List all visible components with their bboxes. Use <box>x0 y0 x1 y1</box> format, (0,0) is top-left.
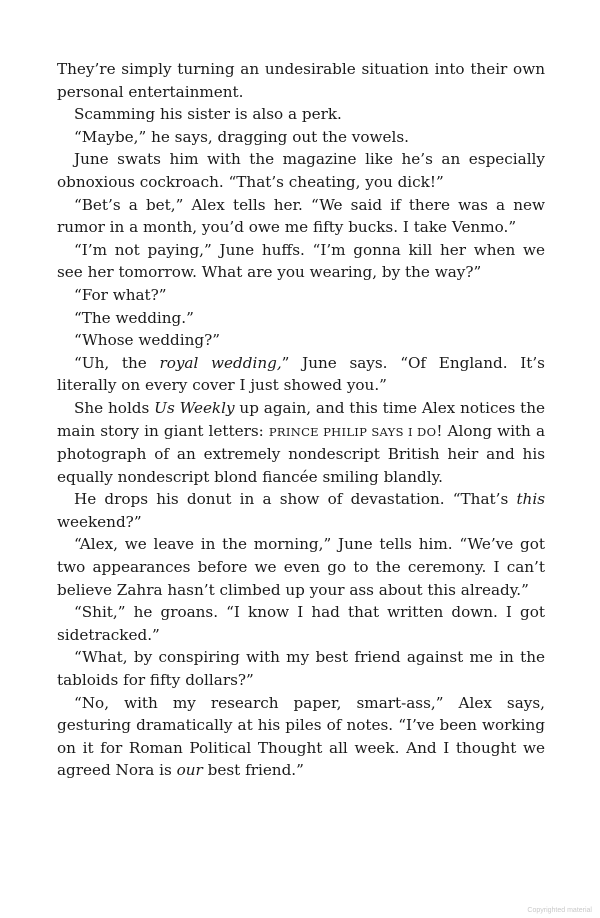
text-run: up again, and this time Alex notices the main story in giant letters: <box>57 398 545 440</box>
body-paragraph <box>57 284 545 307</box>
text-run: “Shit,” he groans. “I know I had that written down. I got sidetracked.” <box>57 603 545 644</box>
text-run: “Bet’s a bet,” Alex tells her. “We said if there was a new rumor in a month, you’d owe me fifty bucks. I take Venmo.” <box>57 195 545 237</box>
text-run: She holds <box>74 398 155 417</box>
italic-text: Us Weekly <box>154 398 235 417</box>
body-paragraph <box>57 239 545 284</box>
body-paragraph <box>57 58 545 103</box>
body-paragraph <box>57 692 545 782</box>
body-paragraph <box>57 352 545 397</box>
body-paragraph <box>57 307 545 330</box>
text-run: “For what?” <box>74 285 167 304</box>
text-run: “Alex, we leave in the morning,” June tells him. “We’ve got two appearances before we even go to the ceremony. I can’t believe Zahra hasn’t climbed up your ass about this already.” <box>57 535 545 599</box>
text-run: Scamming his sister is also a perk. <box>74 105 342 124</box>
text-run: weekend?” <box>57 512 142 531</box>
text-run: “Uh, the <box>74 353 160 372</box>
copyright-watermark: Copyrighted material <box>527 907 592 914</box>
text-run: June swats him with the magazine like he’s an especially obnoxious cockroach. “That’s cheating, you dick!” <box>57 150 545 191</box>
body-paragraph <box>57 488 545 533</box>
body-paragraph <box>57 103 545 126</box>
text-run: ” June says. “Of England. It’s literally on every cover I just showed you.” <box>57 353 545 395</box>
text-run: He drops his donut in a show of devastation. “That’s <box>74 490 517 509</box>
body-paragraph <box>57 397 545 488</box>
text-run: “The wedding.” <box>74 308 194 327</box>
italic-text: this <box>516 490 545 509</box>
text-run: “Maybe,” he says, dragging out the vowels. <box>74 127 409 146</box>
text-run: “Whose wedding?” <box>74 331 221 350</box>
body-paragraph <box>57 601 545 646</box>
body-paragraph <box>57 126 545 149</box>
book-page <box>57 58 545 782</box>
text-run: They’re simply turning an undesirable situation into their own personal entertainment. <box>57 60 545 101</box>
italic-text: our <box>176 761 203 780</box>
body-paragraph <box>57 329 545 352</box>
small-caps-text: PRINCE PHILIP SAYS I DO <box>268 424 437 439</box>
text-run: best friend.” <box>202 761 304 780</box>
body-paragraph <box>57 194 545 239</box>
text-run: “I’m not paying,” June huffs. “I’m gonna kill her when we see her tomorrow. What are you wearing, by the way?” <box>57 240 545 282</box>
body-paragraph <box>57 533 545 601</box>
body-paragraph <box>57 148 545 193</box>
text-run: ! Along with a photograph of an extremely nondescript British heir and his equally nondescript blond fiancée smiling blandly. <box>57 421 545 486</box>
text-run: “What, by conspiring with my best friend against me in the tabloids for fifty dollars?” <box>57 648 545 690</box>
body-paragraph <box>57 646 545 691</box>
text-run: “No, with my research paper, smart-ass,” Alex says, gesturing dramatically at his piles of notes. “I’ve been working on it for Roman Political Thought all week. And I thought we agreed Nora is <box>57 693 545 780</box>
italic-text: royal wedding, <box>159 353 282 372</box>
